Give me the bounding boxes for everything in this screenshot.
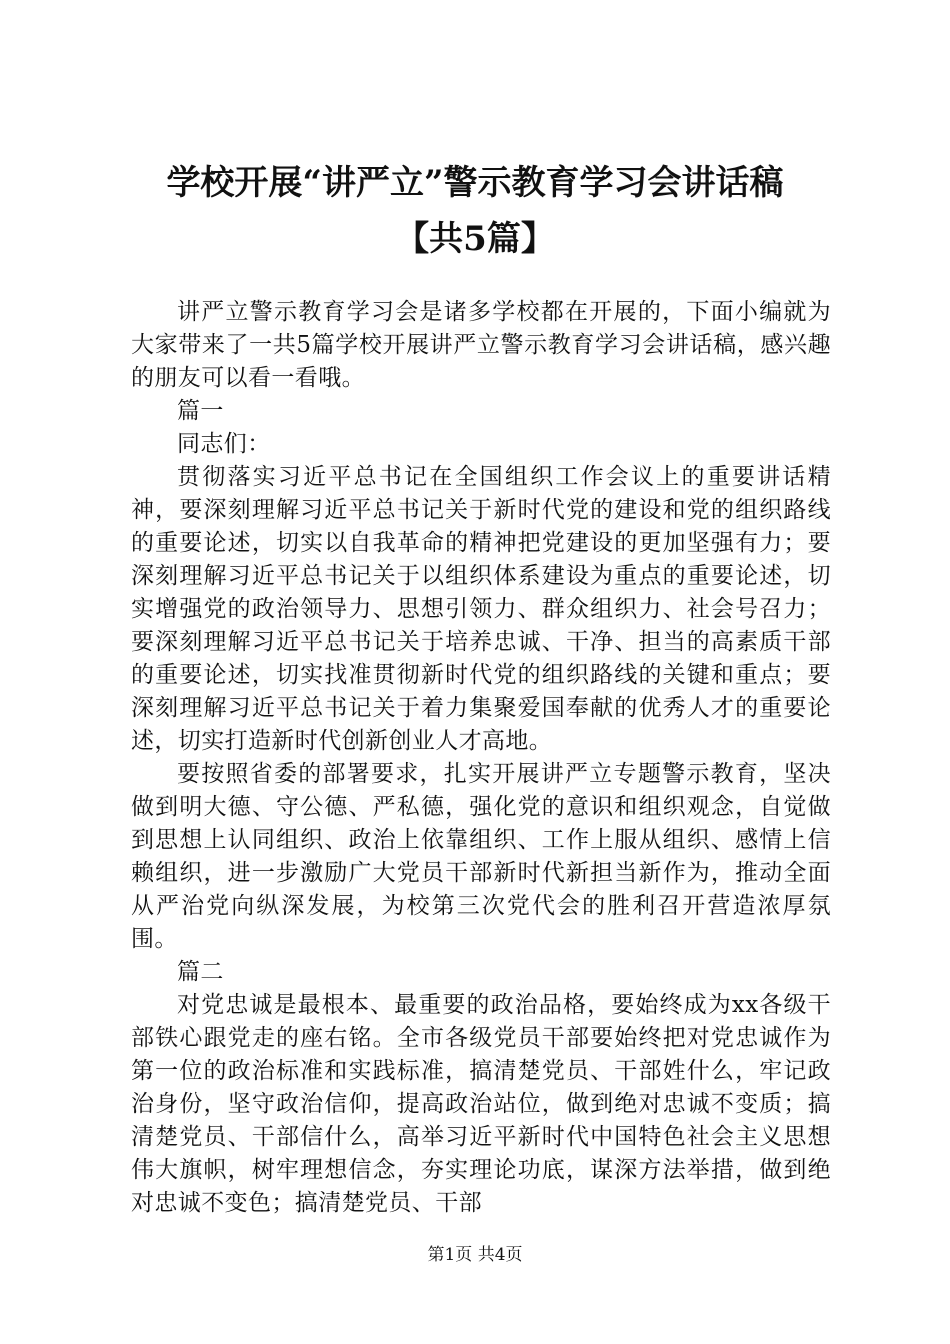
document-body — [131, 296, 831, 1220]
section-heading-2: 篇二 — [177, 959, 224, 985]
document-title-line2: 【共5篇】 — [395, 219, 555, 259]
section-heading-1: 篇一 — [177, 398, 224, 424]
paragraph-1-1: 贯彻落实习近平总书记在全国组织工作会议上的重要讲话精神，要深刻理解习近平总书记关于新时代党的建设和党的组织路线的重要论述，切实以自我革命的精神把党建设的更加坚强有力；要深刻理解习近平总书记关于以组织体系建设为重点的重要论述，切实增强党的政治领导力、思想引领力、群众组织力、社会号召力；要深刻理解习近平总书记关于培养忠诚、干净、担当的高素质干部的重要论述，切实找准贯彻新时代党的组织路线的关键和重点；要深刻理解习近平总书记关于着力集聚爱国奉献的优秀人才的重要论述，切实打造新时代创新创业人才高地。 — [131, 464, 831, 754]
salutation: 同志们： — [177, 431, 271, 457]
paragraph-2-1: 对党忠诚是最根本、最重要的政治品格，要始终成为xx各级干部铁心跟党走的座右铭。全市各级党员干部要始终把对党忠诚作为第一位的政治标准和实践标准，搞清楚党员、干部姓什么，牢记政治身份，坚守政治信仰，提高政治站位，做到绝对忠诚不变质；搞清楚党员、干部信什么，高举习近平新时代中国特色社会主义思想伟大旗帜，树牢理想信念，夯实理论功底，谋深方法举措，做到绝对忠诚不变色；搞清楚党员、干部 — [131, 992, 831, 1216]
paragraph-intro: 讲严立警示教育学习会是诸多学校都在开展的，下面小编就为大家带来了一共5篇学校开展讲严立警示教育学习会讲话稿，感兴趣的朋友可以看一看哦。 — [131, 299, 831, 391]
paragraph-1-2: 要按照省委的部署要求，扎实开展讲严立专题警示教育，坚决做到明大德、守公德、严私德，强化党的意识和组织观念，自觉做到思想上认同组织、政治上依靠组织、工作上服从组织、感情上信赖组织，进一步激励广大党员干部新时代新担当新作为，推动全面从严治党向纵深发展，为校第三次党代会的胜利召开营造浓厚氛围。 — [131, 761, 831, 952]
document-title-line1: 学校开展“讲严立”警示教育学习会讲话稿 — [166, 163, 784, 203]
page-footer: 第1页 共4页 — [427, 1245, 523, 1265]
